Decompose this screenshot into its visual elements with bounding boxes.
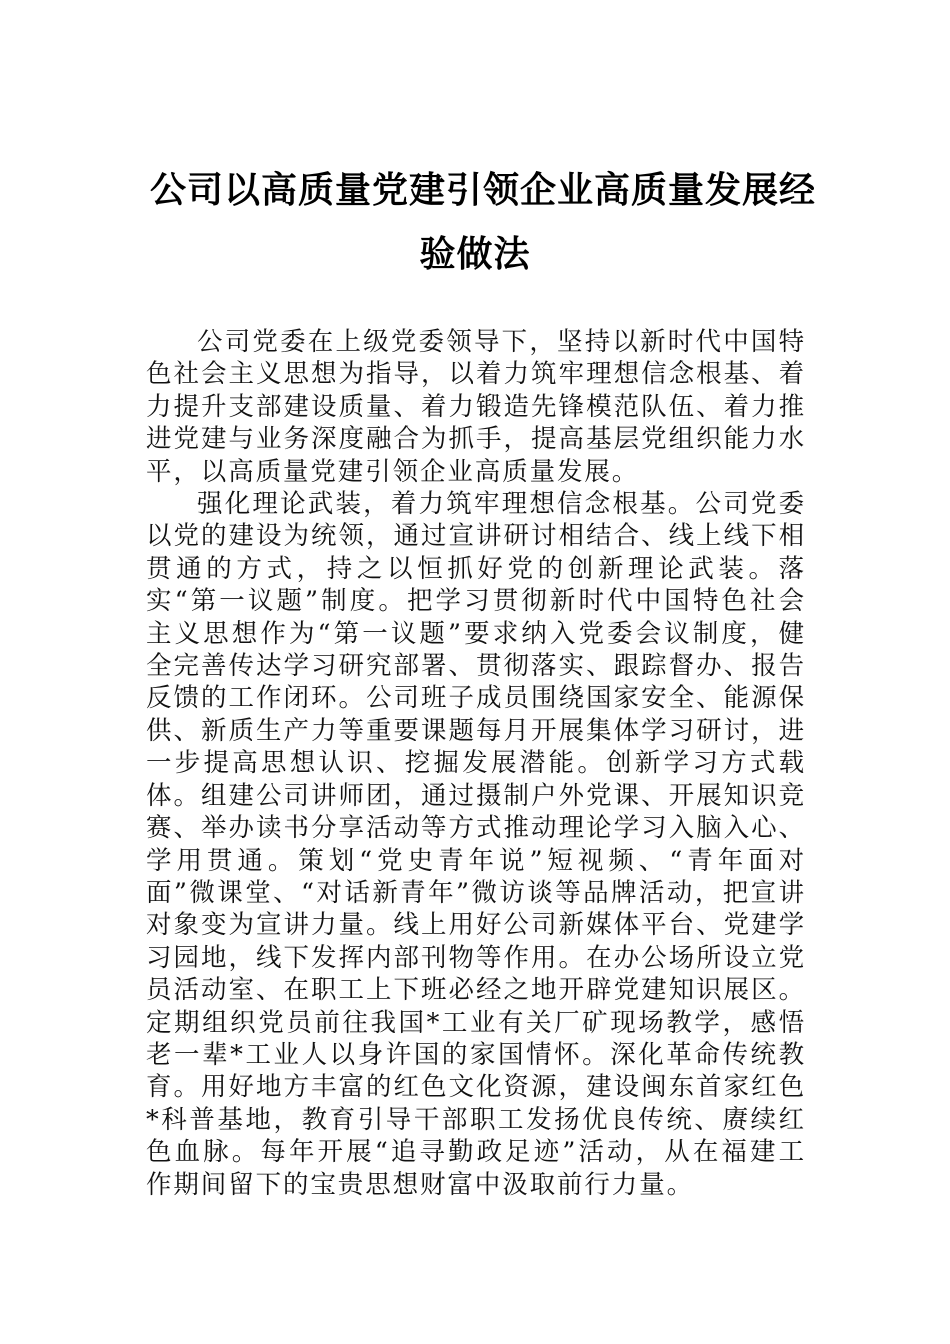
paragraph-intro: 公司党委在上级党委领导下，坚持以新时代中国特色社会主义思想为指导，以着力筑牢理想信念根基、着力提升支部建设质量、着力锻造先锋模范队伍、着力推进党建与业务深度融合为抓手，提高基层党组织能力水平，以高质量党建引领企业高质量发展。 — [146, 327, 806, 487]
document-title-line-1: 公司以高质量党建引领企业高质量发展经 — [150, 169, 817, 211]
document-title — [150, 158, 817, 286]
paragraph-theory: 强化理论武装，着力筑牢理想信念根基。公司党委以党的建设为统领，通过宣讲研讨相结合、线上线下相贯通的方式，持之以恒抓好党的创新理论武装。落实“第一议题”制度。把学习贯彻新时代中国特色社会主义思想作为“第一议题”要求纳入党委会议制度，健全完善传达学习研究部署、贯彻落实、跟踪督办、报告反馈的工作闭环。公司班子成员围绕国家安全、能源保供、新质生产力等重要课题每月开展集体学习研讨，进一步提高思想认识、挖掘发展潜能。创新学习方式载体。组建公司讲师团，通过摄制户外党课、开展知识竞赛、举办读书分享活动等方式推动理论学习入脑入心、学用贯通。策划“党史青年说”短视频、“青年面对面”微课堂、“对话新青年”微访谈等品牌活动，把宣讲对象变为宣讲力量。线上用好公司新媒体平台、党建学习园地，线下发挥内部刊物等作用。在办公场所设立党员活动室、在职工上下班必经之地开辟党建知识展区。定期组织党员前往我国*工业有关厂矿现场教学，感悟老一辈*工业人以身许国的家国情怀。深化革命传统教育。用好地方丰富的红色文化资源，建设闽东首家红色*科普基地，教育引导干部职工发扬优良传统、赓续红色血脉。每年开展“追寻勤政足迹”活动，从在福建工作期间留下的宝贵思想财富中汲取前行力量。 — [146, 489, 806, 1200]
document-title-line-2: 验做法 — [419, 233, 531, 275]
document-body — [146, 326, 806, 1201]
